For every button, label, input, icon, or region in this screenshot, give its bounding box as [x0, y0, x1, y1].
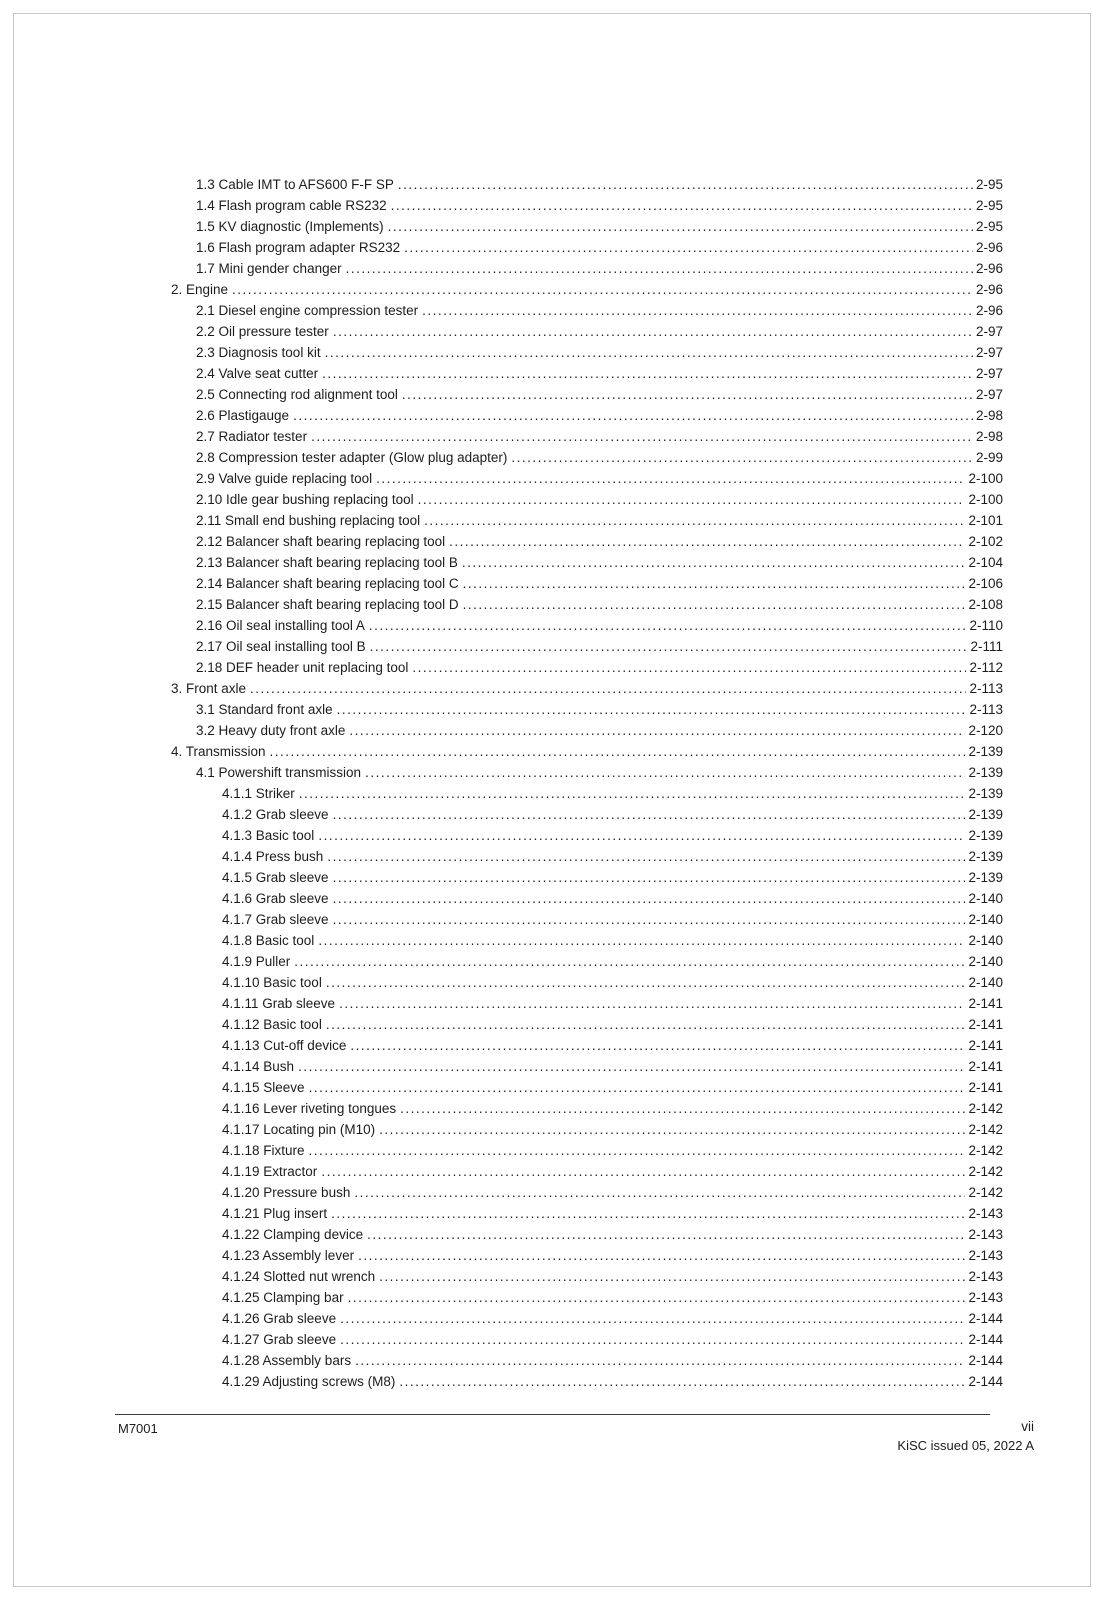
toc-entry-page: 2-144: [968, 1311, 1003, 1326]
toc-entry: [171, 1077, 1003, 1098]
toc-entry: [171, 1056, 1003, 1077]
toc-entry-page: 2-99: [975, 450, 1003, 465]
toc-entry-page: 2-143: [968, 1248, 1003, 1263]
toc-entry: [171, 489, 1003, 510]
toc-entry-label: 2.4 Valve seat cutter: [196, 366, 319, 381]
toc-entry: [171, 930, 1003, 951]
toc-entry-label: 4.1.29 Adjusting screws (M8): [222, 1374, 396, 1389]
toc-entry-page: 2-139: [968, 828, 1003, 843]
toc-entry-label: 4.1.9 Puller: [222, 954, 291, 969]
toc-leader-dots: [299, 783, 966, 804]
toc-entry-page: 2-142: [968, 1101, 1003, 1116]
toc-entry-label: 4.1.10 Basic tool: [222, 975, 322, 990]
toc-entry-label: 4.1.28 Assembly bars: [222, 1353, 352, 1368]
toc-entry-page: 2-96: [975, 303, 1003, 318]
toc-entry-page: 2-140: [968, 975, 1003, 990]
toc-leader-dots: [333, 909, 966, 930]
toc-leader-dots: [391, 195, 973, 216]
toc-entry: [171, 1182, 1003, 1203]
toc-entry-label: 4.1.26 Grab sleeve: [222, 1311, 337, 1326]
toc-leader-dots: [369, 615, 967, 636]
toc-leader-dots: [309, 1140, 966, 1161]
toc-entry-label: 2.9 Valve guide replacing tool: [196, 471, 373, 486]
toc-entry-label: 1.7 Mini gender changer: [196, 261, 342, 276]
toc-leader-dots: [321, 1161, 965, 1182]
toc-entry: [171, 510, 1003, 531]
toc-leader-dots: [370, 636, 968, 657]
toc-entry-page: 2-144: [968, 1374, 1003, 1389]
toc-entry: [171, 174, 1003, 195]
toc-entry-label: 4.1.13 Cut-off device: [222, 1038, 347, 1053]
toc-leader-dots: [399, 1371, 965, 1392]
toc-entry-page: 2-102: [968, 534, 1003, 549]
toc-leader-dots: [354, 1182, 965, 1203]
toc-entry-page: 2-111: [970, 639, 1003, 654]
toc-entry-page: 2-143: [968, 1227, 1003, 1242]
toc-leader-dots: [340, 1329, 965, 1350]
toc-entry-page: 2-96: [975, 261, 1003, 276]
toc-entry-page: 2-139: [968, 870, 1003, 885]
toc-entry: [171, 762, 1003, 783]
toc-entry-label: 3.2 Heavy duty front axle: [196, 723, 346, 738]
toc-leader-dots: [340, 1308, 965, 1329]
toc-entry-page: 2-140: [968, 912, 1003, 927]
toc-entry: [171, 1161, 1003, 1182]
toc-entry-page: 2-98: [975, 429, 1003, 444]
toc-entry: [171, 573, 1003, 594]
toc-entry: [171, 1035, 1003, 1056]
toc-entry-page: 2-142: [968, 1143, 1003, 1158]
toc-entry: [171, 636, 1003, 657]
toc-entry-page: 2-95: [975, 219, 1003, 234]
toc-entry: [171, 1203, 1003, 1224]
toc-entry-label: 2.2 Oil pressure tester: [196, 324, 329, 339]
toc-entry: [171, 657, 1003, 678]
toc-leader-dots: [404, 237, 973, 258]
toc-entry: [171, 468, 1003, 489]
footer-doc-code: M7001: [118, 1421, 158, 1436]
toc-entry: [171, 867, 1003, 888]
toc-leader-dots: [388, 216, 973, 237]
toc-entry: [171, 741, 1003, 762]
toc-entry: [171, 258, 1003, 279]
toc-entry-page: 2-113: [969, 702, 1003, 717]
toc-entry: [171, 720, 1003, 741]
toc-entry: [171, 195, 1003, 216]
toc-entry: [171, 342, 1003, 363]
toc-leader-dots: [379, 1119, 965, 1140]
toc-entry-page: 2-97: [975, 324, 1003, 339]
toc-entry: [171, 594, 1003, 615]
toc-entry-page: 2-96: [975, 282, 1003, 297]
toc-entry-page: 2-141: [968, 996, 1003, 1011]
toc-entry: [171, 1014, 1003, 1035]
toc-entry-label: 2.8 Compression tester adapter (Glow plug adapter): [196, 450, 508, 465]
toc-entry: [171, 300, 1003, 321]
toc-leader-dots: [293, 405, 973, 426]
toc-leader-dots: [322, 363, 973, 384]
toc-entry-page: 2-108: [968, 597, 1003, 612]
toc-leader-dots: [346, 258, 973, 279]
toc-leader-dots: [331, 1203, 965, 1224]
toc-entry-label: 4.1.12 Basic tool: [222, 1017, 322, 1032]
toc-leader-dots: [463, 573, 966, 594]
toc-entry-page: 2-144: [968, 1332, 1003, 1347]
toc-entry: [171, 1350, 1003, 1371]
toc-leader-dots: [418, 489, 966, 510]
toc-leader-dots: [358, 1245, 965, 1266]
toc-entry-page: 2-140: [968, 891, 1003, 906]
toc-entry-label: 2.17 Oil seal installing tool B: [196, 639, 366, 654]
toc-entry-page: 2-143: [968, 1290, 1003, 1305]
toc-entry-label: 4. Transmission: [171, 744, 266, 759]
toc-entry-label: 1.3 Cable IMT to AFS600 F-F SP: [196, 177, 394, 192]
toc-entry: [171, 909, 1003, 930]
toc-entry-label: 4.1.16 Lever riveting tongues: [222, 1101, 397, 1116]
toc-entry: [171, 426, 1003, 447]
toc-entry-label: 4.1.17 Locating pin (M10): [222, 1122, 376, 1137]
toc-entry: [171, 1371, 1003, 1392]
toc-entry-label: 4.1.8 Basic tool: [222, 933, 315, 948]
toc-entry-label: 4.1.19 Extractor: [222, 1164, 318, 1179]
toc-entry-page: 2-104: [968, 555, 1003, 570]
toc-leader-dots: [333, 321, 973, 342]
toc-entry-label: 4.1.11 Grab sleeve: [222, 996, 336, 1011]
footer-right-block: [897, 1417, 1034, 1455]
toc-entry-label: 3.1 Standard front axle: [196, 702, 333, 717]
toc-entry-page: 2-113: [969, 681, 1003, 696]
toc-leader-dots: [270, 741, 966, 762]
toc-entry-page: 2-110: [969, 618, 1003, 633]
toc-leader-dots: [402, 384, 973, 405]
toc-entry: [171, 1287, 1003, 1308]
toc-entry-page: 2-95: [975, 198, 1003, 213]
toc-leader-dots: [337, 699, 967, 720]
toc-leader-dots: [350, 1035, 965, 1056]
toc-entry-label: 4.1.15 Sleeve: [222, 1080, 305, 1095]
toc-entry-label: 4.1.23 Assembly lever: [222, 1248, 355, 1263]
toc-entry: [171, 993, 1003, 1014]
toc-leader-dots: [400, 1098, 965, 1119]
toc-entry-page: 2-100: [968, 492, 1003, 507]
toc-entry: [171, 321, 1003, 342]
toc-leader-dots: [398, 174, 973, 195]
toc-entry-page: 2-141: [968, 1038, 1003, 1053]
toc-entry: [171, 615, 1003, 636]
toc-leader-dots: [309, 1077, 966, 1098]
toc-entry-label: 2.14 Balancer shaft bearing replacing tool C: [196, 576, 459, 591]
toc-entry-page: 2-143: [968, 1269, 1003, 1284]
toc-entry-page: 2-106: [968, 576, 1003, 591]
toc-entry-label: 4.1.3 Basic tool: [222, 828, 315, 843]
toc-entry-label: 4.1.6 Grab sleeve: [222, 891, 329, 906]
toc-entry-page: 2-98: [975, 408, 1003, 423]
toc-entry: [171, 363, 1003, 384]
toc-entry-label: 4.1.24 Slotted nut wrench: [222, 1269, 376, 1284]
toc-entry: [171, 846, 1003, 867]
toc-leader-dots: [379, 1266, 965, 1287]
toc-entry-page: 2-141: [968, 1017, 1003, 1032]
toc-entry-page: 2-143: [968, 1206, 1003, 1221]
toc-entry: [171, 888, 1003, 909]
toc-entry: [171, 1245, 1003, 1266]
toc-entry: [171, 216, 1003, 237]
toc-entry: [171, 825, 1003, 846]
toc-leader-dots: [318, 825, 965, 846]
toc-entry-label: 2. Engine: [171, 282, 229, 297]
toc-entry-label: 2.5 Connecting rod alignment tool: [196, 387, 398, 402]
toc-entry: [171, 552, 1003, 573]
toc-entry-label: 4.1.25 Clamping bar: [222, 1290, 344, 1305]
toc-entry-label: 2.13 Balancer shaft bearing replacing tool B: [196, 555, 458, 570]
toc-entry: [171, 531, 1003, 552]
toc-leader-dots: [463, 594, 966, 615]
toc-leader-dots: [365, 762, 965, 783]
toc-entry-label: 3. Front axle: [171, 681, 247, 696]
toc-entry-page: 2-120: [968, 723, 1003, 738]
toc-entry-label: 4.1.18 Fixture: [222, 1143, 305, 1158]
toc-entry-label: 2.3 Diagnosis tool kit: [196, 345, 321, 360]
toc-entry-page: 2-139: [968, 807, 1003, 822]
toc-entry-label: 4.1.20 Pressure bush: [222, 1185, 351, 1200]
toc-entry: [171, 804, 1003, 825]
toc-leader-dots: [367, 1224, 965, 1245]
toc-entry-label: 2.7 Radiator tester: [196, 429, 308, 444]
footer-page-number: vii: [1021, 1419, 1034, 1434]
toc-entry-page: 2-144: [968, 1353, 1003, 1368]
toc-entry: [171, 384, 1003, 405]
toc-entry-label: 2.18 DEF header unit replacing tool: [196, 660, 409, 675]
toc-entry-label: 4.1.27 Grab sleeve: [222, 1332, 337, 1347]
toc-list: [171, 174, 1003, 1392]
toc-entry-page: 2-141: [968, 1080, 1003, 1095]
toc-leader-dots: [511, 447, 973, 468]
toc-entry: [171, 1224, 1003, 1245]
toc-entry-label: 4.1.22 Clamping device: [222, 1227, 364, 1242]
toc-entry-label: 2.6 Plastigauge: [196, 408, 290, 423]
toc-entry-page: 2-95: [975, 177, 1003, 192]
toc-entry-page: 2-96: [975, 240, 1003, 255]
toc-entry-page: 2-139: [968, 765, 1003, 780]
toc-entry-label: 4.1.1 Striker: [222, 786, 295, 801]
toc-entry-label: 2.15 Balancer shaft bearing replacing tool D: [196, 597, 459, 612]
toc-entry: [171, 699, 1003, 720]
toc-entry: [171, 405, 1003, 426]
toc-leader-dots: [333, 867, 966, 888]
toc-entry-page: 2-97: [975, 345, 1003, 360]
toc-entry: [171, 678, 1003, 699]
toc-entry-page: 2-100: [968, 471, 1003, 486]
toc-entry-page: 2-141: [968, 1059, 1003, 1074]
toc-leader-dots: [412, 657, 966, 678]
footer-divider: [115, 1414, 990, 1415]
toc-entry: [171, 972, 1003, 993]
toc-leader-dots: [333, 804, 966, 825]
toc-entry-label: 4.1.2 Grab sleeve: [222, 807, 329, 822]
toc-leader-dots: [298, 1056, 965, 1077]
footer-issue-note: KiSC issued 05, 2022 A: [897, 1438, 1034, 1453]
toc-entry-label: 2.12 Balancer shaft bearing replacing tool: [196, 534, 446, 549]
toc-leader-dots: [325, 342, 973, 363]
toc-entry-label: 2.10 Idle gear bushing replacing tool: [196, 492, 414, 507]
toc-entry: [171, 1329, 1003, 1350]
toc-entry-page: 2-97: [975, 387, 1003, 402]
toc-entry-page: 2-142: [968, 1164, 1003, 1179]
toc-entry-label: 4.1.21 Plug insert: [222, 1206, 328, 1221]
toc-entry: [171, 783, 1003, 804]
toc-entry-page: 2-101: [968, 513, 1003, 528]
toc-entry-page: 2-139: [968, 849, 1003, 864]
toc-entry-label: 2.16 Oil seal installing tool A: [196, 618, 365, 633]
toc-entry: [171, 1266, 1003, 1287]
toc-leader-dots: [376, 468, 965, 489]
toc-leader-dots: [232, 279, 973, 300]
toc-leader-dots: [333, 888, 966, 909]
toc-leader-dots: [422, 300, 973, 321]
toc-entry-page: 2-139: [968, 744, 1003, 759]
toc-leader-dots: [449, 531, 965, 552]
toc-entry: [171, 1140, 1003, 1161]
toc-leader-dots: [250, 678, 966, 699]
toc-entry-page: 2-142: [968, 1122, 1003, 1137]
toc-entry-label: 1.5 KV diagnostic (Implements): [196, 219, 384, 234]
toc-entry-page: 2-97: [975, 366, 1003, 381]
toc-entry-label: 4.1.7 Grab sleeve: [222, 912, 329, 927]
toc-entry-page: 2-139: [968, 786, 1003, 801]
toc-leader-dots: [327, 846, 965, 867]
toc-entry: [171, 951, 1003, 972]
toc-entry: [171, 279, 1003, 300]
toc-leader-dots: [339, 993, 965, 1014]
toc-entry: [171, 237, 1003, 258]
toc-entry: [171, 1308, 1003, 1329]
toc-entry-label: 4.1.14 Bush: [222, 1059, 295, 1074]
toc-entry-page: 2-140: [968, 933, 1003, 948]
toc-entry: [171, 1098, 1003, 1119]
toc-entry-label: 4.1.5 Grab sleeve: [222, 870, 329, 885]
toc-entry-label: 1.6 Flash program adapter RS232: [196, 240, 401, 255]
toc-entry-page: 2-140: [968, 954, 1003, 969]
toc-leader-dots: [424, 510, 965, 531]
toc-entry-label: 4.1 Powershift transmission: [196, 765, 362, 780]
toc-leader-dots: [294, 951, 965, 972]
toc-leader-dots: [311, 426, 973, 447]
toc-entry-label: 4.1.4 Press bush: [222, 849, 324, 864]
toc-leader-dots: [348, 1287, 966, 1308]
toc-entry: [171, 447, 1003, 468]
toc-entry-label: 2.1 Diesel engine compression tester: [196, 303, 419, 318]
toc-entry-page: 2-142: [968, 1185, 1003, 1200]
toc-leader-dots: [318, 930, 965, 951]
toc-leader-dots: [326, 1014, 966, 1035]
toc-entry-page: 2-112: [969, 660, 1003, 675]
toc-entry-label: 2.11 Small end bushing replacing tool: [196, 513, 421, 528]
toc-entry-label: 1.4 Flash program cable RS232: [196, 198, 387, 213]
toc-leader-dots: [349, 720, 965, 741]
toc-leader-dots: [462, 552, 966, 573]
toc-leader-dots: [326, 972, 966, 993]
toc-entry: [171, 1119, 1003, 1140]
toc-leader-dots: [355, 1350, 965, 1371]
